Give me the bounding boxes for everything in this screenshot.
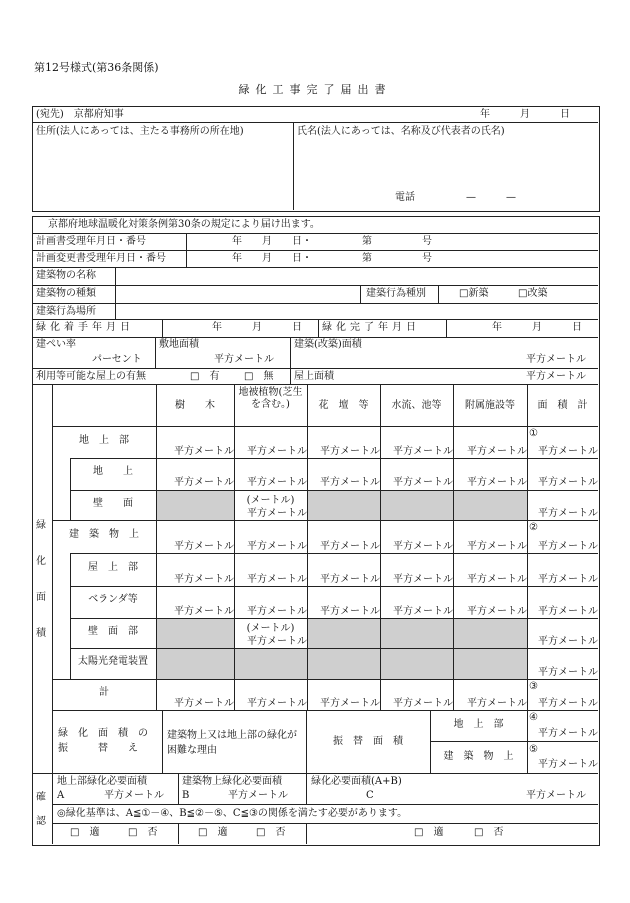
total-required-label: 緑化必要面積(A+B)	[311, 776, 402, 787]
unit-cell[interactable]: 平方メートル	[467, 477, 527, 488]
address-field[interactable]: 住所(法人にあっては、主たる事務所の所在地)	[36, 126, 244, 137]
row-building-top: 建 築 物 上	[69, 529, 139, 540]
unit-cell[interactable]: 平方メートル	[393, 574, 453, 585]
greening-side-char: 面	[36, 592, 46, 603]
unit-cell[interactable]: 平方メートル	[538, 541, 598, 552]
value-b-unit[interactable]: 平方メートル	[228, 790, 288, 801]
unit-cell[interactable]: 平方メートル	[320, 574, 380, 585]
check-a-ng[interactable]: □ 否	[128, 827, 158, 838]
unit-cell[interactable]: 平方メートル	[538, 759, 598, 770]
replacement-reason[interactable]: 建築物上又は地上部の緑化が困難な理由	[167, 730, 297, 756]
unit-cell[interactable]: 平方メートル	[538, 477, 598, 488]
mark-3: ③	[529, 681, 538, 692]
rooftop-area-unit[interactable]: 平方メートル	[526, 371, 586, 382]
name-field[interactable]: 氏名(法人にあっては、名称及び代表者の氏名)	[297, 126, 505, 137]
value-c-unit[interactable]: 平方メートル	[526, 790, 586, 801]
unit-cell[interactable]: 平方メートル	[174, 541, 234, 552]
rooftop-label: 利用等可能な屋上の有無	[36, 371, 146, 382]
unit-cell[interactable]: 平方メートル	[538, 728, 598, 739]
plan-receipt-label: 計画書受理年月日・番号	[36, 236, 146, 247]
plan-change-label: 計画変更書受理年月日・番号	[36, 253, 166, 264]
col-ground-cover: 地被植物(芝生を含む。)	[238, 387, 303, 410]
transfer-building-label: 建 築 物 上	[443, 751, 514, 762]
building-area-label: 建築(改築)面積	[294, 339, 362, 350]
check-a-ok[interactable]: □ 適	[70, 827, 100, 838]
unit-cell[interactable]: 平方メートル	[247, 508, 307, 519]
row-wall-part: 壁 面 部	[88, 626, 138, 637]
form-title: 緑化工事完了届出書	[238, 83, 392, 96]
greening-side-char: 積	[36, 628, 46, 639]
building-place-label: 建築行為場所	[36, 306, 96, 317]
building-name-label: 建築物の名称	[36, 270, 96, 281]
coverage-label: 建ぺい率	[36, 339, 76, 350]
unit-cell[interactable]: 平方メートル	[538, 606, 598, 617]
unit-cell[interactable]: 平方メートル	[174, 606, 234, 617]
rooftop-yes-checkbox[interactable]: □ 有	[190, 371, 220, 382]
unit-cell[interactable]: 平方メートル	[393, 446, 453, 457]
mark-1: ①	[529, 428, 538, 439]
check-c-ok[interactable]: □ 適	[414, 827, 444, 838]
col-trees: 樹 木	[175, 400, 215, 411]
unit-cell[interactable]: 平方メートル	[174, 574, 234, 585]
phone-field[interactable]: — —	[466, 192, 516, 203]
unit-cell[interactable]: 平方メートル	[538, 667, 598, 678]
unit-cell[interactable]: 平方メートル	[393, 606, 453, 617]
col-flower-bed: 花 壇 等	[318, 400, 369, 411]
unit-cell[interactable]: 平方メートル	[247, 477, 307, 488]
unit-cell[interactable]: 平方メートル	[538, 698, 598, 709]
check-c-ng[interactable]: □ 否	[474, 827, 504, 838]
start-date-value[interactable]: 年 月 日	[212, 322, 302, 333]
replacement-label-top: 緑 化 面 積 の	[58, 728, 148, 739]
row-ground: 地 上 部	[79, 435, 129, 446]
unit-cell[interactable]: 平方メートル	[538, 446, 598, 457]
unit-cell[interactable]: 平方メートル	[320, 698, 380, 709]
unit-cell[interactable]: 平方メートル	[393, 698, 453, 709]
site-area-unit[interactable]: 平方メートル	[214, 354, 274, 365]
row-total: 計	[99, 687, 109, 698]
meter-unit: (メートル)	[246, 623, 295, 634]
unit-cell[interactable]: 平方メートル	[538, 636, 598, 647]
phone-label: 電話	[395, 192, 415, 203]
row-roof: 屋 上 部	[88, 562, 138, 573]
rooftop-area-label: 屋上面積	[294, 371, 334, 382]
unit-cell[interactable]: 平方メートル	[467, 698, 527, 709]
building-required-label: 建築物上緑化必要面積	[182, 776, 282, 787]
unit-cell[interactable]: 平方メートル	[320, 606, 380, 617]
unit-cell[interactable]: 平方メートル	[174, 446, 234, 457]
col-water: 水流、池等	[391, 400, 442, 411]
unit-cell[interactable]: 平方メートル	[247, 698, 307, 709]
transfer-area-label: 振 替 面 積	[333, 736, 403, 747]
unit-cell[interactable]: 平方メートル	[247, 606, 307, 617]
mark-4: ④	[529, 712, 538, 723]
end-date-label: 緑化完了年月日	[322, 322, 420, 333]
unit-cell[interactable]: 平方メートル	[467, 606, 527, 617]
plan-change-value[interactable]: 年 月 日・ 第 号	[232, 253, 432, 264]
unit-cell[interactable]: 平方メートル	[538, 508, 598, 519]
start-date-label: 緑化着手年月日	[36, 322, 134, 333]
row-ground-surface: 地 上	[93, 466, 133, 477]
greening-side-char: 化	[36, 556, 46, 567]
row-veranda: ベランダ等	[88, 594, 138, 605]
mark-5: ⑤	[529, 744, 538, 755]
unit-cell[interactable]: 平方メートル	[320, 446, 380, 457]
unit-cell[interactable]: 平方メートル	[320, 477, 380, 488]
criteria-note: ◎緑化基準は、A≦①－④、B≦②－⑤、C≦③の関係を満たす必要があります。	[57, 808, 408, 819]
site-area-label: 敷地面積	[159, 339, 199, 350]
mark-2: ②	[529, 522, 538, 533]
statement: 京都府地球温暖化対策条例第30条の規定により届け出ます。	[48, 219, 320, 230]
end-date-value[interactable]: 年 月 日	[492, 322, 582, 333]
action-type-label: 建築行為種別	[366, 288, 426, 299]
value-a-label: A	[57, 790, 65, 801]
unit-cell[interactable]: 平方メートル	[320, 541, 380, 552]
value-b-label: B	[182, 790, 190, 801]
value-a-unit[interactable]: 平方メートル	[104, 790, 164, 801]
unit-cell[interactable]: 平方メートル	[467, 541, 527, 552]
rebuild-checkbox[interactable]: □改築	[518, 288, 548, 299]
unit-cell[interactable]: 平方メートル	[247, 541, 307, 552]
transfer-ground-label: 地 上 部	[453, 719, 504, 730]
row-wall: 壁 面	[93, 498, 133, 509]
unit-cell[interactable]: 平方メートル	[393, 477, 453, 488]
plan-receipt-value[interactable]: 年 月 日・ 第 号	[232, 236, 432, 247]
unit-cell[interactable]: 平方メートル	[538, 574, 598, 585]
building-type-label: 建築物の種類	[36, 288, 96, 299]
check-b-ok[interactable]: □ 適	[198, 827, 228, 838]
unit-cell[interactable]: 平方メートル	[247, 636, 307, 647]
confirm-side-char: 認	[36, 816, 46, 827]
rooftop-no-checkbox[interactable]: □ 無	[244, 371, 274, 382]
col-area-total: 面 積 計	[537, 400, 588, 411]
unit-cell[interactable]: 平方メートル	[247, 446, 307, 457]
col-facilities: 附属施設等	[465, 400, 515, 411]
meter-unit: (メートル)	[246, 495, 295, 506]
unit-cell[interactable]: 平方メートル	[393, 541, 453, 552]
form-number: 第12号様式(第36条関係)	[34, 61, 159, 74]
submission-date[interactable]: 年 月 日	[480, 109, 570, 120]
check-b-ng[interactable]: □ 否	[256, 827, 286, 838]
addressee: (宛先) 京都府知事	[36, 109, 124, 120]
greening-side-char: 緑	[36, 520, 46, 531]
unit-cell[interactable]: 平方メートル	[247, 574, 307, 585]
value-c-label: C	[366, 790, 374, 801]
confirm-side-char: 確	[36, 792, 46, 803]
coverage-unit[interactable]: パーセント	[92, 354, 142, 365]
ground-required-label: 地上部緑化必要面積	[57, 776, 147, 787]
unit-cell[interactable]: 平方メートル	[174, 477, 234, 488]
unit-cell[interactable]: 平方メートル	[174, 698, 234, 709]
building-area-unit[interactable]: 平方メートル	[526, 354, 586, 365]
unit-cell[interactable]: 平方メートル	[467, 574, 527, 585]
unit-cell[interactable]: 平方メートル	[467, 446, 527, 457]
new-build-checkbox[interactable]: □新築	[459, 288, 489, 299]
row-solar: 太陽光発電装置	[78, 656, 148, 667]
replacement-label-bottom: 振 替 え	[58, 743, 138, 754]
